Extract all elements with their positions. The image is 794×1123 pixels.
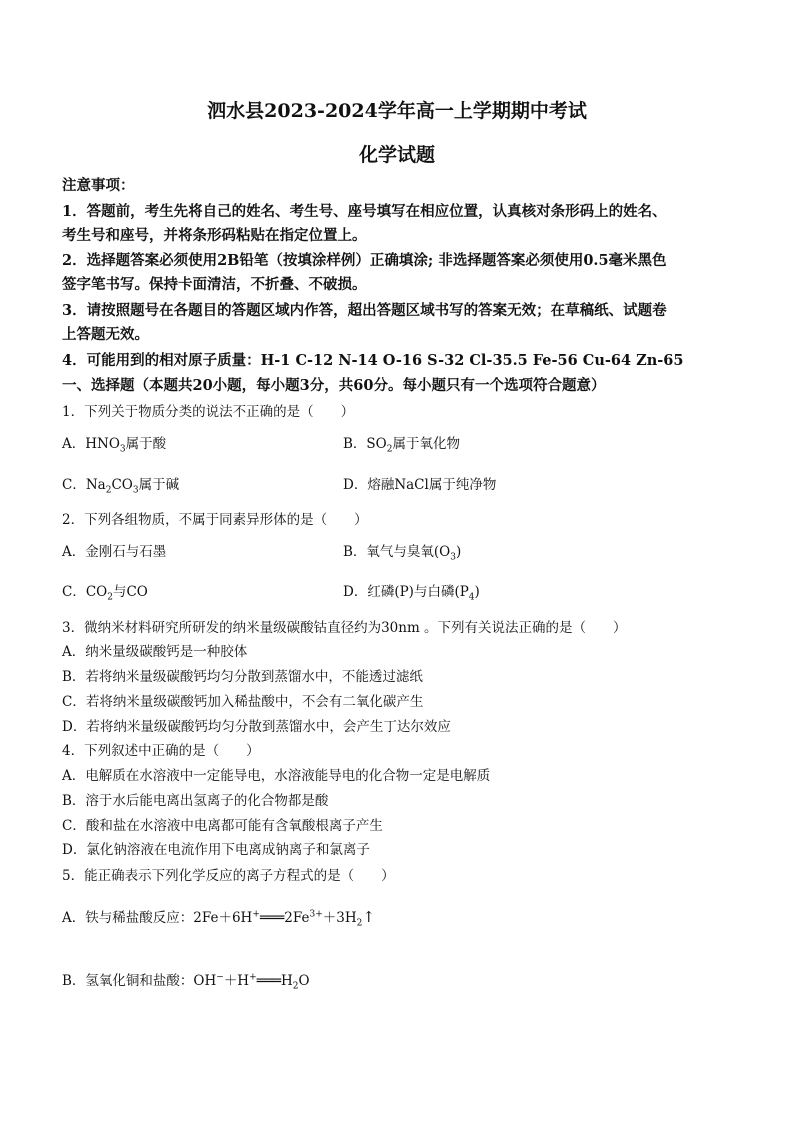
notice-item-2-line-2: 签字笔书写。保持卡面清洁，不折叠、不破损。 (62, 276, 367, 293)
q4-option-b: B．溶于水后能电离出氢离子的化合物都是酸 (62, 793, 329, 809)
q4-option-c: C．酸和盐在水溶液中电离都可能有含氧酸根离子产生 (62, 818, 383, 834)
q3-stem: 3．微纳米材料研究所研发的纳米量级碳酸钴直径约为30nm 。下列有关说法正确的是（ ） (62, 620, 627, 636)
q5-option-b: B．氢氧化铜和盐酸：$OH^-+H^+═══H_2O$ (62, 972, 310, 992)
q3-option-c: C．若将纳米量级碳酸钙加入稀盐酸中，不会有二氧化碳产生 (62, 694, 424, 710)
q2-option-a: A．金刚石与石墨 (62, 544, 167, 560)
q4-option-d: D．氯化钠溶液在电流作用下电离成钠离子和氯离子 (62, 842, 370, 858)
notice-item-1-line-1: 1．答题前，考生先将自己的姓名、考生号、座号填写在相应位置，认真核对条形码上的姓名、 (62, 203, 667, 220)
q1-option-a: A．$HNO_3$属于酸 (62, 436, 167, 455)
q2-option-c: C．$CO_2$与CO (62, 584, 148, 603)
exam-subtitle: 化学试题 (358, 144, 435, 166)
q3-option-a: A．纳米量级碳酸钙是一种胶体 (62, 644, 248, 660)
notice-item-1-line-2: 考生号和座号，并将条形码粘贴在指定位置上。 (62, 227, 367, 244)
notice-item-3-line-1: 3．请按照题号在各题目的答题区域内作答，超出答题区域书写的答案无效；在草稿纸、试题卷 (62, 302, 667, 319)
notice-item-3-line-2: 上答题无效。 (62, 326, 149, 343)
q1-option-c: C．$Na_2CO_3$属于碱 (62, 477, 180, 496)
q5-stem: 5．能正确表示下列化学反应的离子方程式的是（ ） (62, 868, 395, 884)
q2-option-b: B．氧气与臭氧$(O_3)$ (343, 544, 462, 563)
q3-option-b: B．若将纳米量级碳酸钙均匀分散到蒸馏水中，不能透过滤纸 (62, 669, 423, 685)
q1-option-d: D．熔融NaCl属于纯净物 (343, 477, 497, 493)
section-1-heading: 一、选择题（本题共20小题，每小题3分，共60分。每小题只有一个选项符合题意） (62, 377, 606, 394)
q4-stem: 4．下列叙述中正确的是（ ） (62, 743, 260, 759)
notice-item-2-line-1: 2．选择题答案必须使用2B铅笔（按填涂样例）正确填涂; 非选择题答案必须使用0.5毫米黑色 (62, 252, 667, 269)
q5-option-a: A．铁与稀盐酸反应：$2Fe+6H^+═══2Fe^{3+}+3H_2↑$ (62, 908, 375, 929)
exam-title: 泗水县2023-2024学年高一上学期期中考试 (207, 100, 587, 122)
notice-item-4: 4．可能用到的相对原子质量：H-1 C-12 N-14 O-16 S-32 Cl-35.5 Fe-56 Cu-64 Zn-65 (62, 352, 684, 369)
notice-heading: 注意事项： (62, 177, 135, 194)
q1-option-b: B．$SO_2$属于氧化物 (343, 436, 460, 455)
q3-option-d: D．若将纳米量级碳酸钙均匀分散到蒸馏水中，会产生丁达尔效应 (62, 719, 451, 735)
q1-stem: 1．下列关于物质分类的说法不正确的是（ ） (62, 404, 355, 420)
q4-option-a: A．电解质在水溶液中一定能导电，水溶液能导电的化合物一定是电解质 (62, 768, 491, 784)
q2-option-d: D．红磷(P)与白磷$(P_4)$ (343, 584, 480, 603)
q2-stem: 2．下列各组物质，不属于同素异形体的是（ ） (62, 512, 368, 528)
